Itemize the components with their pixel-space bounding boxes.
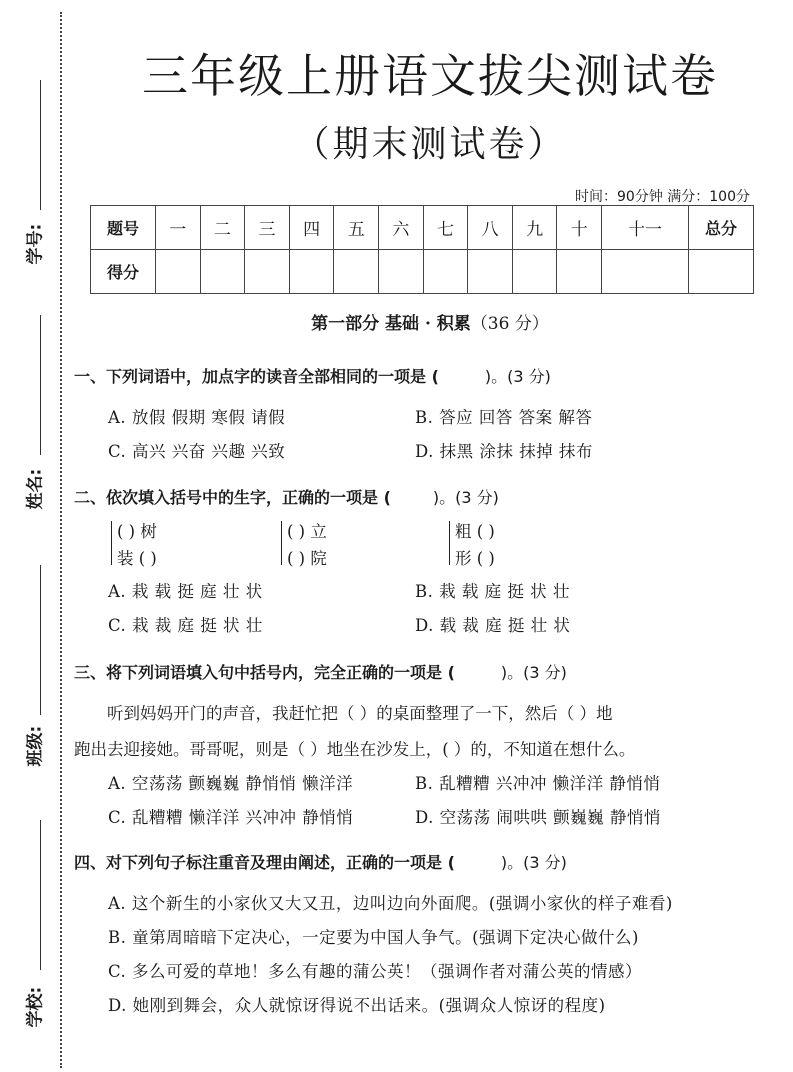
score-header-cell: 三: [245, 206, 290, 250]
question-3-stem: [74, 660, 567, 683]
question-1-option-a[interactable]: A. 放假 假期 寒假 请假: [108, 408, 286, 427]
question-2-brace-1: [111, 521, 112, 565]
binding-margin: [0, 0, 70, 1072]
question-2-text: 二、依次填入括号中的生字，正确的一项是 (: [74, 488, 391, 507]
score-entry-cell[interactable]: [602, 250, 689, 294]
question-1-points: )。(3 分): [484, 367, 551, 386]
score-table: [90, 205, 754, 294]
question-2-points: )。(3 分): [432, 488, 499, 507]
part-one-title: 第一部分 基础 · 积累: [311, 314, 471, 334]
question-2-group-2-line-2: ( ) 院: [287, 549, 327, 568]
question-4-text: 四、对下列句子标注重音及理由阐述，正确的一项是 (: [74, 853, 455, 872]
binding-field-name: [4, 315, 60, 525]
score-table-header-row: [91, 206, 754, 250]
score-header-cell: 十: [557, 206, 602, 250]
question-3-option-a[interactable]: A. 空荡荡 颤巍巍 静悄悄 懒洋洋: [108, 774, 354, 793]
name-label: 姓名:: [25, 468, 46, 510]
question-2-group-3-line-1: 粗 ( ): [455, 522, 495, 541]
question-4-option-a[interactable]: A. 这个新生的小家伙又大又丑，边叫边向外面爬。(强调小家伙的样子难看): [108, 894, 673, 913]
score-header-cell: 七: [423, 206, 468, 250]
school-line[interactable]: [40, 820, 41, 970]
binding-dotted-line: [60, 12, 62, 1068]
question-4-stem: [74, 850, 567, 873]
question-2-group-2-line-1: ( ) 立: [287, 522, 327, 541]
student-id-label: 学号:: [25, 223, 46, 265]
score-entry-cell[interactable]: [557, 250, 602, 294]
question-2-option-d[interactable]: D. 载 裁 庭 挺 壮 状: [415, 616, 571, 635]
time-info: 时间：90分钟 满分：100分: [575, 189, 750, 205]
question-1-text: 一、下列词语中，加点字的读音全部相同的一项是 (: [74, 367, 439, 386]
school-label: 学校:: [25, 986, 46, 1028]
score-header-cell: 二: [200, 206, 245, 250]
score-entry-cell[interactable]: [156, 250, 201, 294]
question-4-option-b[interactable]: B. 童第周暗暗下定决心，一定要为中国人争气。(强调下定决心做什么): [108, 928, 639, 947]
score-table-score-row: [91, 250, 754, 294]
question-3-option-c[interactable]: C. 乱糟糟 懒洋洋 兴冲冲 静悄悄: [108, 808, 354, 827]
question-3-points: )。(3 分): [500, 663, 567, 682]
score-header-cell: 题号: [91, 206, 156, 250]
question-3-passage-line-1: 听到妈妈开门的声音，我赶忙把（ ）的桌面整理了一下，然后（ ）地: [107, 704, 613, 723]
score-entry-cell[interactable]: [512, 250, 557, 294]
question-3-passage-line-2: 跑出去迎接她。哥哥呢，则是（ ）地坐在沙发上，( ）的，不知道在想什么。: [74, 740, 636, 759]
score-entry-cell[interactable]: [689, 250, 754, 294]
question-4-points: )。(3 分): [500, 853, 567, 872]
question-2-option-b[interactable]: B. 栽 载 庭 挺 状 壮: [415, 582, 570, 601]
part-one-points: （36 分）: [470, 314, 549, 334]
score-entry-cell[interactable]: [334, 250, 379, 294]
score-header-cell: 十一: [602, 206, 689, 250]
question-4-option-d[interactable]: D. 她刚到舞会，众人就惊讶得说不出话来。(强调众人惊讶的程度): [108, 996, 606, 1015]
score-entry-cell[interactable]: [245, 250, 290, 294]
question-4-option-c[interactable]: C. 多么可爱的草地！多么有趣的蒲公英！（强调作者对蒲公英的情感）: [108, 962, 643, 981]
name-line[interactable]: [40, 315, 41, 455]
binding-field-student-id: [4, 80, 60, 280]
question-1-option-b[interactable]: B. 答应 回答 答案 解答: [415, 408, 593, 427]
question-3-option-b[interactable]: B. 乱糟糟 兴冲冲 懒洋洋 静悄悄: [415, 774, 661, 793]
page-title: 三年级上册语文拔尖测试卷: [142, 49, 718, 103]
score-row-label: 得分: [91, 250, 156, 294]
score-header-cell: 六: [379, 206, 424, 250]
score-entry-cell[interactable]: [289, 250, 334, 294]
question-3-text: 三、将下列词语填入句中括号内，完全正确的一项是 (: [74, 663, 455, 682]
class-label: 班级:: [25, 725, 46, 767]
score-entry-cell[interactable]: [200, 250, 245, 294]
question-3-option-d[interactable]: D. 空荡荡 闹哄哄 颤巍巍 静悄悄: [415, 808, 661, 827]
page-subtitle: （期末测试卷）: [293, 124, 567, 165]
score-header-cell: 八: [468, 206, 513, 250]
question-2-brace-2: [281, 521, 282, 565]
binding-field-class: [4, 565, 60, 775]
score-entry-cell[interactable]: [423, 250, 468, 294]
binding-field-school: [4, 820, 60, 1050]
score-header-cell: 四: [289, 206, 334, 250]
part-one-heading: [80, 309, 780, 334]
question-2-group-3-line-2: 形 ( ): [455, 549, 495, 568]
student-id-line[interactable]: [40, 80, 41, 210]
score-header-cell: 九: [512, 206, 557, 250]
question-1-option-d[interactable]: D. 抹黑 涂抹 抹掉 抹布: [415, 442, 593, 461]
question-2-group-1-line-2: 装 ( ): [117, 549, 157, 568]
question-2-group-1-line-1: ( ) 树: [117, 522, 157, 541]
question-1-stem: [74, 364, 551, 387]
question-2-option-c[interactable]: C. 栽 裁 庭 挺 状 壮: [108, 616, 263, 635]
question-3-passage: [74, 696, 744, 768]
question-2-stem: [74, 485, 499, 508]
question-1-option-c[interactable]: C. 高兴 兴奋 兴趣 兴致: [108, 442, 286, 461]
score-entry-cell[interactable]: [468, 250, 513, 294]
score-header-cell: 总分: [689, 206, 754, 250]
question-2-brace-3: [449, 521, 450, 565]
question-2-option-a[interactable]: A. 栽 载 挺 庭 壮 状: [108, 582, 263, 601]
score-header-cell: 五: [334, 206, 379, 250]
score-header-cell: 一: [156, 206, 201, 250]
score-entry-cell[interactable]: [379, 250, 424, 294]
class-line[interactable]: [40, 565, 41, 715]
